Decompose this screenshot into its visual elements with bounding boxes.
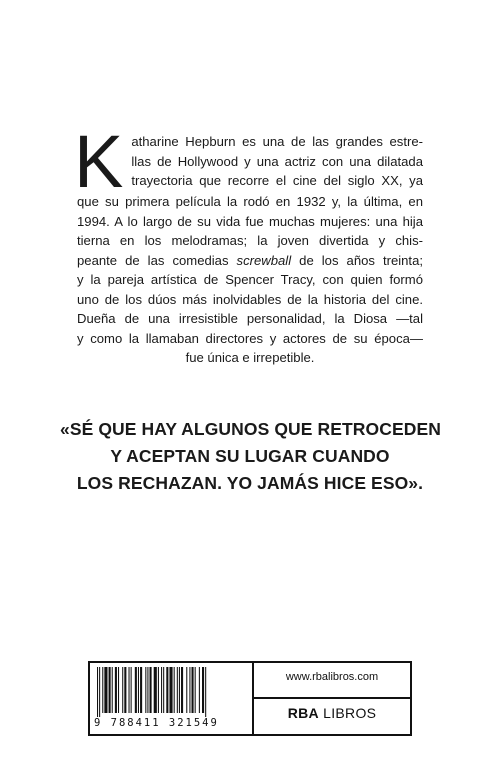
barcode-bar [161, 667, 162, 713]
barcode-bar [174, 667, 175, 713]
synopsis-line: atharine Hepburn es una de las grandes estre- [131, 134, 423, 149]
publisher-logo-bold: RBA [287, 705, 319, 721]
barcode-bar [186, 667, 187, 713]
barcode-bar [205, 667, 206, 717]
synopsis-text: peante de las comedias [77, 252, 237, 268]
barcode-bar [150, 667, 152, 713]
barcode-bar [102, 667, 103, 713]
quote-line: Y ACEPTAN SU LUGAR CUANDO [110, 446, 390, 466]
barcode-bar [104, 667, 107, 713]
barcode-bar [154, 667, 157, 713]
synopsis-text: de los años treinta; [291, 252, 423, 268]
barcode-bar [129, 667, 130, 713]
barcode-bar [145, 667, 146, 713]
quote-line: «SÉ QUE HAY ALGUNOS QUE RETROCEDEN [60, 419, 442, 439]
barcode-bar [131, 667, 132, 713]
barcode-bar [99, 667, 100, 717]
synopsis-line: y la pareja artística de Spencer Tracy, con quien formó [77, 272, 423, 288]
synopsis-line [77, 251, 423, 271]
synopsis-line: tierna en los melodramas; la joven divertida y chis- [77, 233, 423, 249]
divider [254, 697, 410, 699]
synopsis-paragraph [74, 120, 423, 368]
barcode-bar [124, 667, 126, 713]
synopsis-italic-term: screwball [236, 252, 292, 268]
synopsis-line: 1994. A lo largo de su vida fue muchas mujeres: una hija [77, 213, 423, 229]
barcode-bar [177, 667, 178, 713]
synopsis-line: y como la llamaban directores y actores de su época— [77, 330, 423, 346]
barcode-bar [202, 667, 204, 713]
barcode-bar [163, 667, 164, 713]
isbn-number: 9 788411 321549 [94, 717, 219, 729]
barcode-panel [88, 661, 412, 736]
barcode-bar [147, 667, 148, 713]
barcode-bar [115, 667, 117, 713]
synopsis-line: llas de Hollywood y una actriz con una dilatada [131, 153, 423, 169]
synopsis-line: fue única e irrepetible. [185, 350, 315, 366]
barcode-bar [138, 667, 139, 713]
synopsis-line: que su primera película la rodó en 1932 y, la última, en [77, 194, 423, 209]
synopsis-line: Dueña de una irresistible personalidad, la Diosa —tal [77, 311, 423, 327]
quote-line: LOS RECHAZAN. YO JAMÁS HICE ESO». [76, 473, 424, 493]
barcode-bar [169, 667, 172, 713]
barcode-bar [179, 667, 180, 713]
synopsis-line: uno de los dúos más inolvidables de la historia del cine. [77, 291, 423, 307]
publisher-logo [254, 705, 410, 721]
synopsis-line: trayectoria que recorre el cine del siglo XX, ya [131, 173, 423, 189]
barcode-bar [181, 667, 183, 713]
barcode-bar [199, 667, 200, 713]
barcode-bars [97, 667, 247, 717]
barcode-bar [135, 667, 137, 713]
barcode-bar [166, 667, 168, 713]
barcode-bar [122, 667, 123, 713]
barcode-bar [109, 667, 111, 713]
barcode-bar [97, 667, 98, 717]
barcode-bar [140, 667, 142, 713]
barcode-bar [189, 667, 190, 713]
barcode-bar [192, 667, 194, 713]
isbn-barcode [90, 663, 252, 734]
publisher-logo-rest: LIBROS [318, 705, 377, 721]
barcode-bar [118, 667, 119, 713]
barcode-bar [112, 667, 113, 713]
barcode-bar [158, 667, 159, 713]
barcode-bar [195, 667, 196, 713]
publisher-website: www.rbalibros.com [285, 671, 379, 683]
pull-quote [60, 416, 440, 497]
drop-cap: K [74, 120, 122, 203]
